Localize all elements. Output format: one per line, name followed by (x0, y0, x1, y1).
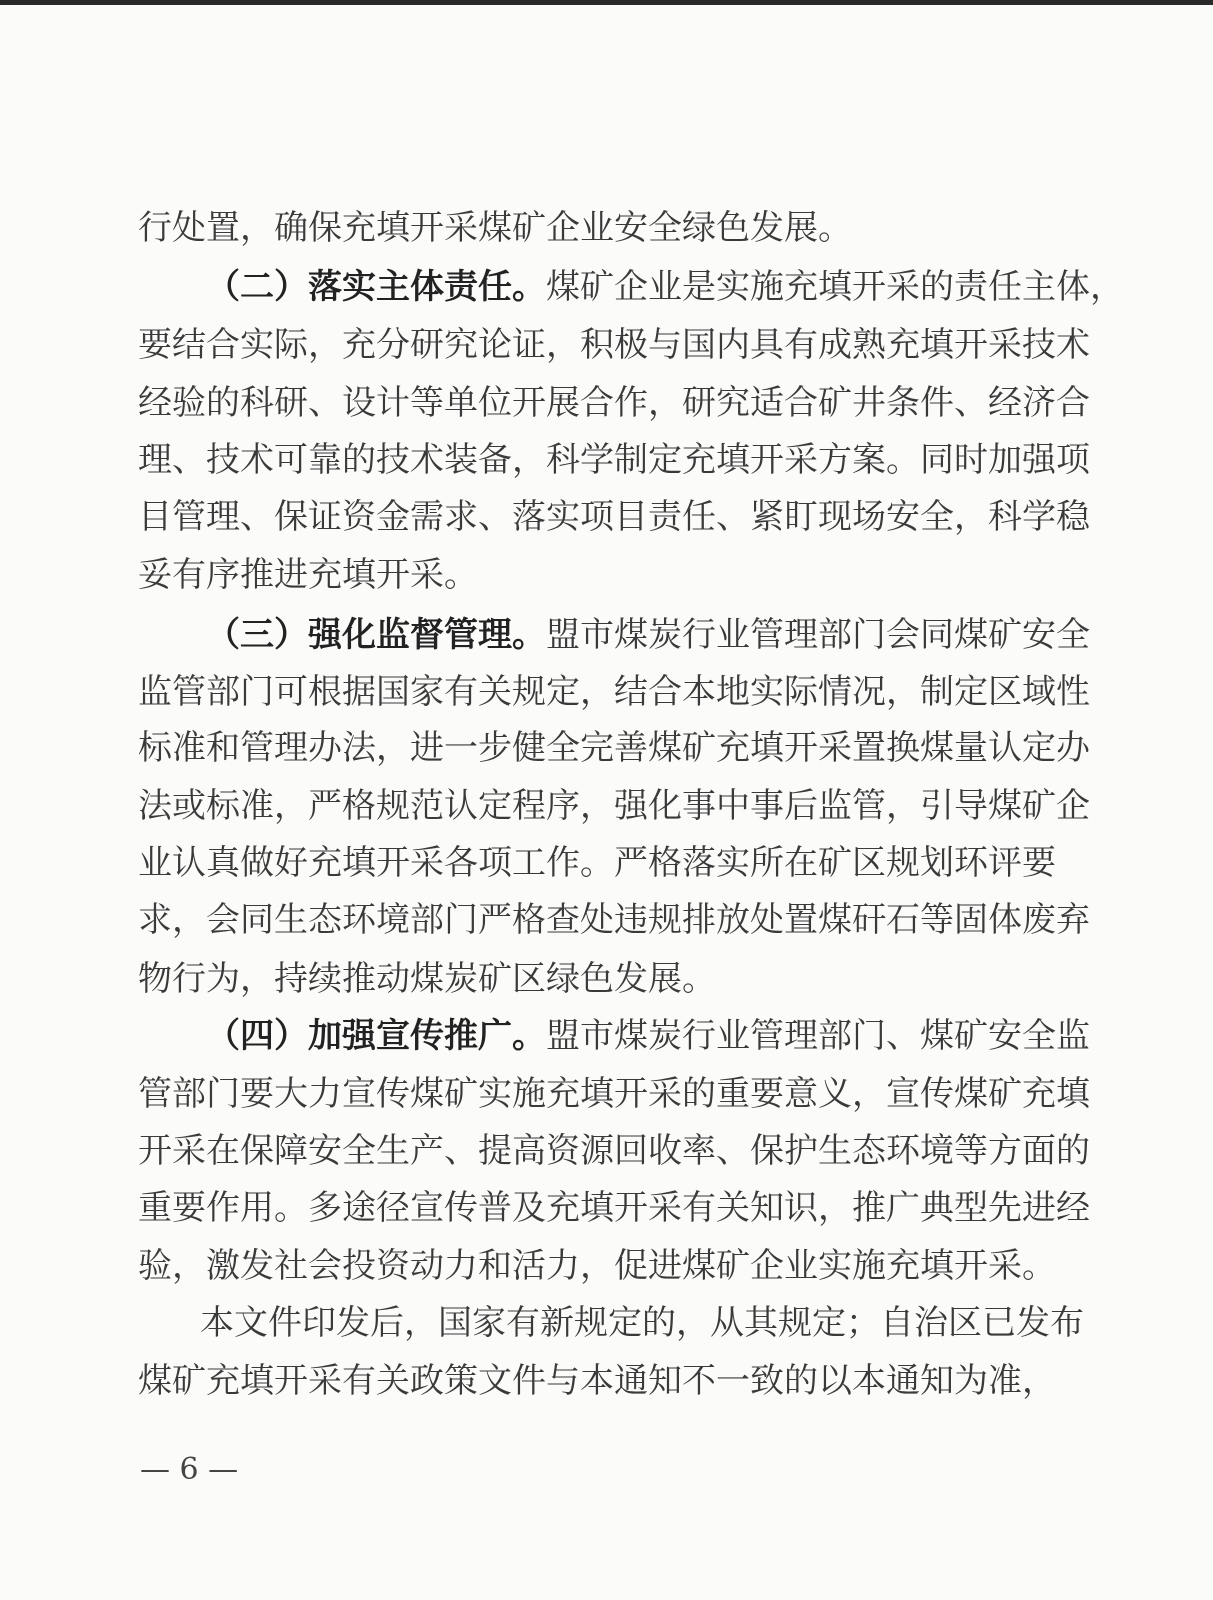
text-line (200, 1298, 1084, 1348)
line-text: 盟市煤炭行业管理部门会同煤矿安全 (546, 615, 1090, 655)
line-text: 本文件印发后，国家有新规定的，从其规定；自治区已发布 (200, 1303, 1084, 1343)
line-text: 煤矿企业是实施充填开采的责任主体， (546, 267, 1124, 307)
text-line (138, 1183, 1090, 1233)
line-text: 标准和管理办法，进一步健全完善煤矿充填开采置换煤量认定办 (138, 728, 1090, 768)
text-line (138, 723, 1090, 773)
line-text: 目管理、保证资金需求、落实项目责任、紧盯现场安全，科学稳 (138, 497, 1090, 537)
text-line (138, 203, 1018, 253)
text-line (138, 781, 1090, 831)
text-line (138, 492, 1090, 542)
line-text: 验，激发社会投资动力和活力，促进煤矿企业实施充填开采。 (138, 1246, 1056, 1286)
text-line (138, 1356, 1056, 1406)
page-number: — 6 — (140, 1452, 239, 1487)
section-heading: （二）落实主体责任。 (206, 267, 546, 307)
line-text: 监管部门可根据国家有关规定，结合本地实际情况，制定区域性 (138, 672, 1090, 712)
line-text: 要结合实际，充分研究论证，积极与国内具有成熟充填开采技术 (138, 325, 1090, 365)
section-heading: （四）加强宣传推广。 (206, 1016, 546, 1056)
text-line (138, 895, 1090, 945)
text-line (206, 610, 1090, 660)
text-line (138, 838, 1056, 888)
scan-top-edge (0, 0, 1213, 5)
line-text: 重要作用。多途径宣传普及充填开采有关知识，推广典型先进经 (138, 1188, 1090, 1228)
line-text: 法或标准，严格规范认定程序，强化事中事后监管，引导煤矿企 (138, 786, 1090, 826)
line-text: 管部门要大力宣传煤矿实施充填开采的重要意义，宣传煤矿充填 (138, 1074, 1090, 1114)
line-text: 煤矿充填开采有关政策文件与本通知不一致的以本通知为准， (138, 1361, 1056, 1401)
text-line (138, 550, 1018, 600)
line-text: 行处置，确保充填开采煤矿企业安全绿色发展。 (138, 208, 852, 248)
line-text: 业认真做好充填开采各项工作。严格落实所在矿区规划环评要 (138, 843, 1056, 883)
text-line (138, 435, 1090, 485)
line-text: 妥有序推进充填开采。 (138, 555, 478, 595)
text-line (138, 954, 1018, 1004)
section-heading: （三）强化监督管理。 (206, 615, 546, 655)
line-text: 经验的科研、设计等单位开展合作，研究适合矿井条件、经济合 (138, 383, 1090, 423)
text-line (138, 1126, 1090, 1176)
text-line (138, 1069, 1090, 1119)
line-text: 盟市煤炭行业管理部门、煤矿安全监 (546, 1016, 1090, 1056)
text-line (138, 320, 1090, 370)
text-line (138, 1241, 1056, 1291)
line-text: 开采在保障安全生产、提高资源回收率、保护生态环境等方面的 (138, 1131, 1090, 1171)
text-line (206, 1011, 1090, 1061)
line-text: 物行为，持续推动煤炭矿区绿色发展。 (138, 959, 716, 999)
text-line (206, 262, 1124, 312)
line-text: 求，会同生态环境部门严格查处违规排放处置煤矸石等固体废弃 (138, 900, 1090, 940)
text-line (138, 667, 1090, 717)
text-line (138, 378, 1090, 428)
line-text: 理、技术可靠的技术装备，科学制定充填开采方案。同时加强项 (138, 440, 1090, 480)
